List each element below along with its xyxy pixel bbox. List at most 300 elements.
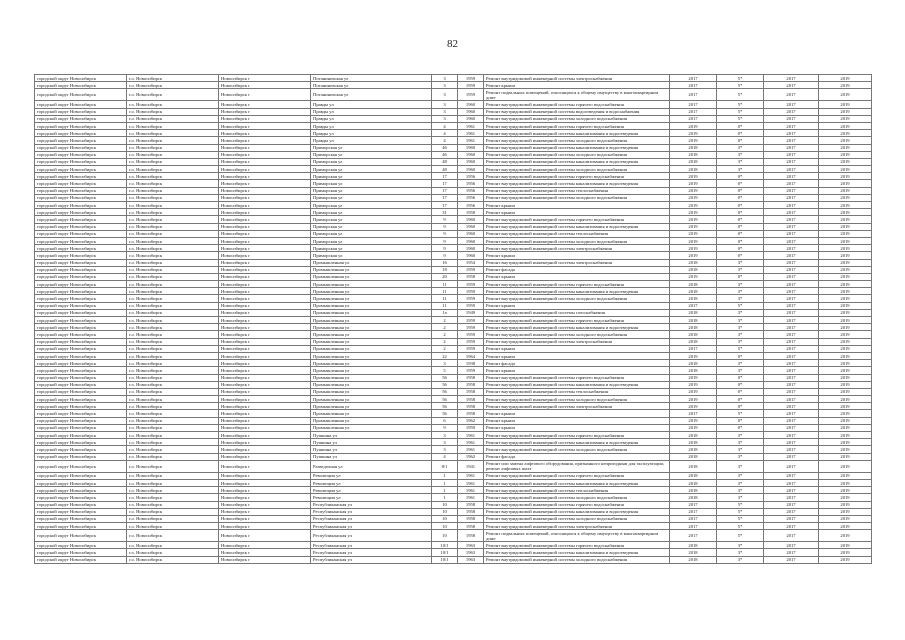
period-end-cell: 2019 <box>819 494 872 501</box>
municipality-cell: г.о. Новосибирск <box>127 180 219 187</box>
period-end-cell: 2019 <box>819 424 872 431</box>
municipality-cell: г.о. Новосибирск <box>127 432 219 439</box>
planned-year-cell: 2019 <box>670 417 717 424</box>
house-cell: 3 <box>432 89 458 101</box>
work-type-cell: Ремонт внутридомовой инженерной системы канализования и водоотведения <box>484 508 670 515</box>
district-cell: городской округ Новосибирск <box>35 166 127 173</box>
period-start-cell: 2017 <box>764 487 819 494</box>
work-type-cell: Ремонт крыши <box>484 410 670 417</box>
municipality-cell: г.о. Новосибирск <box>127 345 219 352</box>
street-cell: Промышленная ул <box>311 331 432 338</box>
municipality-cell: г.о. Новосибирск <box>127 439 219 446</box>
district-cell: городской округ Новосибирск <box>35 374 127 381</box>
year-cell: 1956 <box>458 202 484 209</box>
period-start-cell: 2017 <box>764 403 819 410</box>
period-start-cell: 2017 <box>764 259 819 266</box>
priority-cell: 3* <box>717 460 764 472</box>
house-cell: 1 <box>432 494 458 501</box>
city-cell: Новосибирск г <box>219 487 311 494</box>
city-cell: Новосибирск г <box>219 542 311 549</box>
work-type-cell: Ремонт крыши <box>484 352 670 359</box>
street-cell: Пушкина ул <box>311 439 432 446</box>
work-type-cell: Ремонт внутридомовой инженерной системы канализования и водоотведения <box>484 549 670 556</box>
street-cell: Приморская ул <box>311 151 432 158</box>
district-cell: городской округ Новосибирск <box>35 367 127 374</box>
work-type-cell: Ремонт внутридомовой инженерной системы горячего водоснабжения <box>484 432 670 439</box>
planned-year-cell: 2017 <box>670 302 717 309</box>
period-end-cell: 2019 <box>819 223 872 230</box>
table-row <box>35 158 872 165</box>
work-type-cell: Ремонт внутридомовой инженерной системы канализования и водоотведения <box>484 439 670 446</box>
street-cell: Республиканская ул <box>311 549 432 556</box>
city-cell: Новосибирск г <box>219 115 311 122</box>
work-type-cell: Ремонт фасада <box>484 453 670 460</box>
city-cell: Новосибирск г <box>219 388 311 395</box>
district-cell: городской округ Новосибирск <box>35 324 127 331</box>
planned-year-cell: 2019 <box>670 122 717 129</box>
table-row <box>35 396 872 403</box>
city-cell: Новосибирск г <box>219 424 311 431</box>
planned-year-cell: 2018 <box>670 446 717 453</box>
street-cell: Промышленная ул <box>311 410 432 417</box>
planned-year-cell: 2019 <box>670 216 717 223</box>
priority-cell: 0* <box>717 374 764 381</box>
year-cell: 1959 <box>458 317 484 324</box>
house-cell: 56 <box>432 381 458 388</box>
house-cell: 17 <box>432 180 458 187</box>
year-cell: 1959 <box>458 75 484 82</box>
period-end-cell: 2019 <box>819 460 872 472</box>
district-cell: городской округ Новосибирск <box>35 187 127 194</box>
street-cell: Правды ул <box>311 130 432 137</box>
work-type-cell: Ремонт внутридомовой инженерной системы горячего водоснабжения <box>484 501 670 508</box>
city-cell: Новосибирск г <box>219 367 311 374</box>
city-cell: Новосибирск г <box>219 151 311 158</box>
period-end-cell: 2019 <box>819 137 872 144</box>
table-row <box>35 324 872 331</box>
city-cell: Новосибирск г <box>219 523 311 530</box>
period-start-cell: 2017 <box>764 75 819 82</box>
city-cell: Новосибирск г <box>219 137 311 144</box>
municipality-cell: г.о. Новосибирск <box>127 374 219 381</box>
city-cell: Новосибирск г <box>219 245 311 252</box>
house-cell: 17 <box>432 173 458 180</box>
district-cell: городской округ Новосибирск <box>35 396 127 403</box>
house-cell: 11 <box>432 302 458 309</box>
year-cell: 1961 <box>458 439 484 446</box>
priority-cell: 0* <box>717 137 764 144</box>
street-cell: Приморская ул <box>311 202 432 209</box>
street-cell: Промышленная ул <box>311 345 432 352</box>
house-cell: 8/1 <box>432 460 458 472</box>
planned-year-cell: 2017 <box>670 410 717 417</box>
street-cell: Республиканская ул <box>311 501 432 508</box>
house-cell: 10/1 <box>432 549 458 556</box>
period-end-cell: 2019 <box>819 166 872 173</box>
table-row <box>35 101 872 108</box>
planned-year-cell: 2018 <box>670 166 717 173</box>
house-cell: 11 <box>432 281 458 288</box>
city-cell: Новосибирск г <box>219 194 311 201</box>
planned-year-cell: 2019 <box>670 130 717 137</box>
planned-year-cell: 2018 <box>670 360 717 367</box>
table-row <box>35 295 872 302</box>
city-cell: Новосибирск г <box>219 223 311 230</box>
city-cell: Новосибирск г <box>219 122 311 129</box>
city-cell: Новосибирск г <box>219 230 311 237</box>
city-cell: Новосибирск г <box>219 338 311 345</box>
street-cell: Промышленная ул <box>311 259 432 266</box>
work-type-cell: Ремонт внутридомовой инженерной системы теплоснабжения <box>484 230 670 237</box>
city-cell: Новосибирск г <box>219 101 311 108</box>
priority-cell: 0* <box>717 403 764 410</box>
city-cell: Новосибирск г <box>219 403 311 410</box>
period-start-cell: 2017 <box>764 374 819 381</box>
work-type-cell: Ремонт или замена лифтового оборудования, признанного непригодным для эксплуатации, ремонт лифтовых шахт <box>484 460 670 472</box>
municipality-cell: г.о. Новосибирск <box>127 508 219 515</box>
city-cell: Новосибирск г <box>219 252 311 259</box>
year-cell: 1941 <box>458 460 484 472</box>
municipality-cell: г.о. Новосибирск <box>127 530 219 542</box>
district-cell: городской округ Новосибирск <box>35 424 127 431</box>
year-cell: 1958 <box>458 523 484 530</box>
priority-cell: 3* <box>717 542 764 549</box>
city-cell: Новосибирск г <box>219 472 311 479</box>
period-start-cell: 2017 <box>764 424 819 431</box>
municipality-cell: г.о. Новосибирск <box>127 281 219 288</box>
period-end-cell: 2019 <box>819 115 872 122</box>
table-row <box>35 367 872 374</box>
district-cell: городской округ Новосибирск <box>35 460 127 472</box>
priority-cell: 5* <box>717 75 764 82</box>
district-cell: городской округ Новосибирск <box>35 180 127 187</box>
municipality-cell: г.о. Новосибирск <box>127 360 219 367</box>
house-cell: 1 <box>432 479 458 486</box>
planned-year-cell: 2018 <box>670 288 717 295</box>
year-cell: 1958 <box>458 515 484 522</box>
priority-cell: 5* <box>717 101 764 108</box>
planned-year-cell: 2018 <box>670 439 717 446</box>
municipality-cell: г.о. Новосибирск <box>127 158 219 165</box>
planned-year-cell: 2018 <box>670 295 717 302</box>
planned-year-cell: 2019 <box>670 180 717 187</box>
planned-year-cell: 2017 <box>670 515 717 522</box>
city-cell: Новосибирск г <box>219 288 311 295</box>
district-cell: городской округ Новосибирск <box>35 288 127 295</box>
priority-cell: 0* <box>717 237 764 244</box>
street-cell: Республиканская ул <box>311 556 432 563</box>
year-cell: 1956 <box>458 180 484 187</box>
priority-cell: 3* <box>717 281 764 288</box>
work-type-cell: Ремонт внутридомовой инженерной системы горячего водоснабжения <box>484 374 670 381</box>
work-type-cell: Ремонт фасада <box>484 266 670 273</box>
table-row <box>35 556 872 563</box>
city-cell: Новосибирск г <box>219 309 311 316</box>
year-cell: 1963 <box>458 542 484 549</box>
year-cell: 1954 <box>458 259 484 266</box>
period-end-cell: 2019 <box>819 130 872 137</box>
city-cell: Новосибирск г <box>219 130 311 137</box>
municipality-cell: г.о. Новосибирск <box>127 230 219 237</box>
period-start-cell: 2017 <box>764 101 819 108</box>
work-type-cell: Ремонт внутридомовой инженерной системы электроснабжения <box>484 245 670 252</box>
house-cell: 11 <box>432 295 458 302</box>
house-cell: 56 <box>432 374 458 381</box>
table-row <box>35 108 872 115</box>
period-start-cell: 2017 <box>764 209 819 216</box>
house-cell: 9 <box>432 216 458 223</box>
period-end-cell: 2019 <box>819 281 872 288</box>
planned-year-cell: 2019 <box>670 223 717 230</box>
street-cell: Промышленная ул <box>311 288 432 295</box>
planned-year-cell: 2018 <box>670 479 717 486</box>
municipality-cell: г.о. Новосибирск <box>127 115 219 122</box>
period-end-cell: 2019 <box>819 101 872 108</box>
period-start-cell: 2017 <box>764 508 819 515</box>
municipality-cell: г.о. Новосибирск <box>127 288 219 295</box>
priority-cell: 3* <box>717 472 764 479</box>
work-type-cell: Ремонт внутридомовой инженерной системы канализования и водоотведения <box>484 158 670 165</box>
district-cell: городской округ Новосибирск <box>35 216 127 223</box>
house-cell: 22 <box>432 352 458 359</box>
district-cell: городской округ Новосибирск <box>35 194 127 201</box>
city-cell: Новосибирск г <box>219 381 311 388</box>
period-start-cell: 2017 <box>764 453 819 460</box>
city-cell: Новосибирск г <box>219 216 311 223</box>
priority-cell: 5* <box>717 530 764 542</box>
work-type-cell: Ремонт внутридомовой инженерной системы теплоснабжения <box>484 487 670 494</box>
street-cell: Промышленная ул <box>311 367 432 374</box>
priority-cell: 3* <box>717 446 764 453</box>
city-cell: Новосибирск г <box>219 266 311 273</box>
city-cell: Новосибирск г <box>219 89 311 101</box>
city-cell: Новосибирск г <box>219 108 311 115</box>
work-type-cell: Ремонт крыши <box>484 417 670 424</box>
year-cell: 1958 <box>458 388 484 395</box>
municipality-cell: г.о. Новосибирск <box>127 309 219 316</box>
district-cell: городской округ Новосибирск <box>35 487 127 494</box>
year-cell: 1959 <box>458 288 484 295</box>
table-row <box>35 388 872 395</box>
street-cell: Промышленная ул <box>311 374 432 381</box>
city-cell: Новосибирск г <box>219 209 311 216</box>
planned-year-cell: 2018 <box>670 151 717 158</box>
city-cell: Новосибирск г <box>219 556 311 563</box>
priority-cell: 3* <box>717 479 764 486</box>
house-cell: 17 <box>432 202 458 209</box>
district-cell: городской округ Новосибирск <box>35 202 127 209</box>
street-cell: Приморская ул <box>311 230 432 237</box>
period-end-cell: 2019 <box>819 515 872 522</box>
street-cell: Революции ул <box>311 479 432 486</box>
house-cell: 18 <box>432 266 458 273</box>
table-row <box>35 166 872 173</box>
priority-cell: 3* <box>717 317 764 324</box>
district-cell: городской округ Новосибирск <box>35 410 127 417</box>
period-start-cell: 2017 <box>764 432 819 439</box>
municipality-cell: г.о. Новосибирск <box>127 460 219 472</box>
priority-cell: 3* <box>717 549 764 556</box>
period-end-cell: 2019 <box>819 374 872 381</box>
work-type-cell: Ремонт внутридомовой инженерной системы холодного водоснабжения <box>484 295 670 302</box>
city-cell: Новосибирск г <box>219 549 311 556</box>
period-end-cell: 2019 <box>819 410 872 417</box>
city-cell: Новосибирск г <box>219 202 311 209</box>
house-cell: 5 <box>432 367 458 374</box>
house-cell: 2 <box>432 345 458 352</box>
table-row <box>35 302 872 309</box>
street-cell: Приморская ул <box>311 209 432 216</box>
house-cell: 9 <box>432 237 458 244</box>
municipality-cell: г.о. Новосибирск <box>127 367 219 374</box>
planned-year-cell: 2019 <box>670 245 717 252</box>
priority-cell: 0* <box>717 273 764 280</box>
period-start-cell: 2017 <box>764 130 819 137</box>
house-cell: 3 <box>432 360 458 367</box>
priority-cell: 3* <box>717 324 764 331</box>
year-cell: 1963 <box>458 556 484 563</box>
period-end-cell: 2019 <box>819 432 872 439</box>
priority-cell: 0* <box>717 252 764 259</box>
street-cell: Промышленная ул <box>311 424 432 431</box>
house-cell: 10 <box>432 515 458 522</box>
planned-year-cell: 2019 <box>670 187 717 194</box>
priority-cell: 5* <box>717 523 764 530</box>
planned-year-cell: 2018 <box>670 549 717 556</box>
planned-year-cell: 2019 <box>670 381 717 388</box>
municipality-cell: г.о. Новосибирск <box>127 331 219 338</box>
table-row <box>35 338 872 345</box>
street-cell: Приморская ул <box>311 194 432 201</box>
page-number: 82 <box>447 38 458 50</box>
street-cell: Приморская ул <box>311 180 432 187</box>
district-cell: городской округ Новосибирск <box>35 331 127 338</box>
house-cell: 9 <box>432 223 458 230</box>
district-cell: городской округ Новосибирск <box>35 556 127 563</box>
period-start-cell: 2017 <box>764 245 819 252</box>
period-start-cell: 2017 <box>764 396 819 403</box>
work-type-cell: Ремонт крыши <box>484 209 670 216</box>
priority-cell: 5* <box>717 302 764 309</box>
year-cell: 1959 <box>458 302 484 309</box>
work-type-cell: Ремонт внутридомовой инженерной системы холодного водоснабжения <box>484 446 670 453</box>
house-cell: 46 <box>432 151 458 158</box>
table-row <box>35 202 872 209</box>
work-type-cell: Ремонт внутридомовой инженерной системы электроснабжения <box>484 259 670 266</box>
house-cell: 10 <box>432 501 458 508</box>
period-start-cell: 2017 <box>764 479 819 486</box>
period-end-cell: 2019 <box>819 173 872 180</box>
house-cell: 9 <box>432 252 458 259</box>
period-start-cell: 2017 <box>764 345 819 352</box>
district-cell: городской округ Новосибирск <box>35 137 127 144</box>
municipality-cell: г.о. Новосибирск <box>127 515 219 522</box>
house-cell: 17 <box>432 187 458 194</box>
work-type-cell: Ремонт крыши <box>484 252 670 259</box>
year-cell: 1960 <box>458 216 484 223</box>
year-cell: 1959 <box>458 424 484 431</box>
house-cell: 2 <box>432 317 458 324</box>
period-start-cell: 2017 <box>764 187 819 194</box>
city-cell: Новосибирск г <box>219 187 311 194</box>
priority-cell: 3* <box>717 144 764 151</box>
priority-cell: 0* <box>717 122 764 129</box>
district-cell: городской округ Новосибирск <box>35 130 127 137</box>
period-start-cell: 2017 <box>764 530 819 542</box>
period-end-cell: 2019 <box>819 75 872 82</box>
district-cell: городской округ Новосибирск <box>35 144 127 151</box>
planned-year-cell: 2017 <box>670 530 717 542</box>
planned-year-cell: 2017 <box>670 89 717 101</box>
planned-year-cell: 2018 <box>670 281 717 288</box>
work-type-cell: Ремонт крыши <box>484 367 670 374</box>
year-cell: 1962 <box>458 453 484 460</box>
period-end-cell: 2019 <box>819 530 872 542</box>
house-cell: 6 <box>432 417 458 424</box>
house-cell: 1 <box>432 472 458 479</box>
district-cell: городской округ Новосибирск <box>35 360 127 367</box>
period-end-cell: 2019 <box>819 216 872 223</box>
table-row <box>35 317 872 324</box>
priority-cell: 0* <box>717 424 764 431</box>
work-type-cell: Ремонт внутридомовой инженерной системы электроснабжения <box>484 403 670 410</box>
planned-year-cell: 2018 <box>670 494 717 501</box>
year-cell: 1960 <box>458 166 484 173</box>
house-cell: 10 <box>432 508 458 515</box>
house-cell: 48 <box>432 158 458 165</box>
planned-year-cell: 2017 <box>670 523 717 530</box>
period-end-cell: 2019 <box>819 523 872 530</box>
municipality-cell: г.о. Новосибирск <box>127 317 219 324</box>
work-type-cell: Ремонт внутридомовой инженерной системы канализования и водоотведения <box>484 288 670 295</box>
planned-year-cell: 2019 <box>670 209 717 216</box>
house-cell: 10/1 <box>432 556 458 563</box>
street-cell: Республиканская ул <box>311 542 432 549</box>
year-cell: 1958 <box>458 209 484 216</box>
period-start-cell: 2017 <box>764 309 819 316</box>
house-cell: 4 <box>432 122 458 129</box>
house-cell: 3 <box>432 446 458 453</box>
priority-cell: 3* <box>717 453 764 460</box>
period-end-cell: 2019 <box>819 487 872 494</box>
year-cell: 1960 <box>458 223 484 230</box>
district-cell: городской округ Новосибирск <box>35 388 127 395</box>
year-cell: 1960 <box>458 144 484 151</box>
planned-year-cell: 2019 <box>670 194 717 201</box>
work-type-cell: Ремонт крыши <box>484 82 670 89</box>
municipality-cell: г.о. Новосибирск <box>127 209 219 216</box>
table-row <box>35 288 872 295</box>
table-row <box>35 216 872 223</box>
street-cell: Приморская ул <box>311 158 432 165</box>
district-cell: городской округ Новосибирск <box>35 439 127 446</box>
city-cell: Новосибирск г <box>219 410 311 417</box>
work-type-cell: Ремонт крыши <box>484 345 670 352</box>
period-start-cell: 2017 <box>764 556 819 563</box>
period-end-cell: 2019 <box>819 151 872 158</box>
work-type-cell: Ремонт внутридомовой инженерной системы теплоснабжения <box>484 388 670 395</box>
period-end-cell: 2019 <box>819 288 872 295</box>
year-cell: 1960 <box>458 101 484 108</box>
priority-cell: 0* <box>717 209 764 216</box>
district-cell: городской округ Новосибирск <box>35 345 127 352</box>
period-end-cell: 2019 <box>819 381 872 388</box>
city-cell: Новосибирск г <box>219 453 311 460</box>
priority-cell: 3* <box>717 439 764 446</box>
period-start-cell: 2017 <box>764 115 819 122</box>
street-cell: Республиканская ул <box>311 530 432 542</box>
period-start-cell: 2017 <box>764 352 819 359</box>
